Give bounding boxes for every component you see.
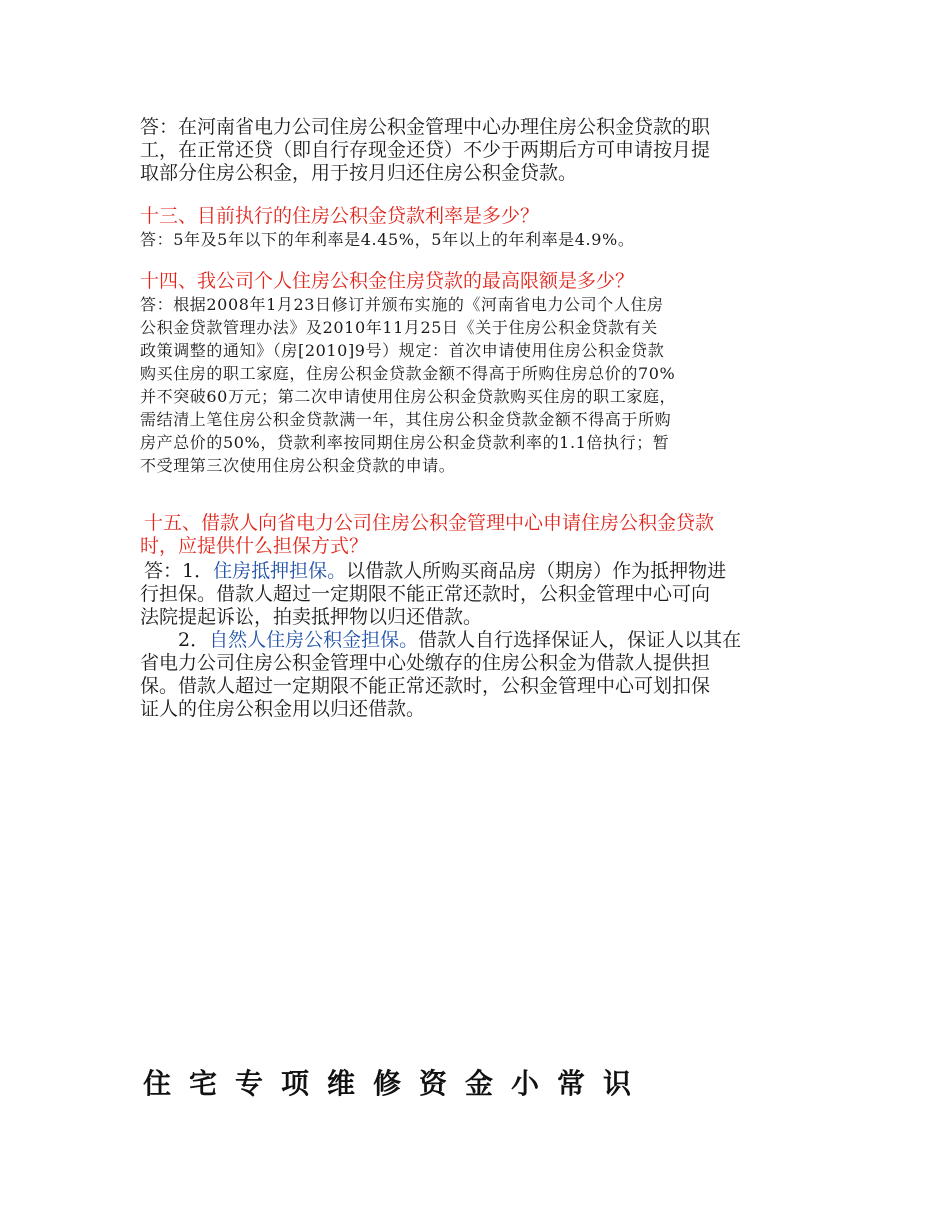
answer-12-line-2: 工，在正常还贷（即自行存现金还贷）不少于两期后方可申请按月提	[140, 139, 711, 161]
question-15-title-line-1: 十五、借款人向省电力公司住房公积金管理中心申请住房公积金贷款	[144, 512, 715, 534]
answer-14-line-7: 房产总价的50%，贷款利率按同期住房公积金贷款利率的1.1倍执行；暂	[140, 433, 670, 452]
option-2-text: 借款人自行选择保证人，保证人以其在	[418, 629, 742, 651]
answer-12	[140, 116, 820, 185]
section-heading: 住宅专项维修资金小常识	[143, 1067, 650, 1100]
question-15-block	[140, 512, 820, 721]
answer-13: 答：5年及5年以下的年利率是4.45%，5年以上的年利率是4.9%。	[140, 230, 635, 249]
answer-12-line-1: 答：在河南省电力公司住房公积金管理中心办理住房公积金贷款的职	[140, 116, 711, 138]
option-2-line-2: 省电力公司住房公积金管理中心处缴存的住房公积金为借款人提供担	[140, 652, 711, 674]
question-13-title: 十三、目前执行的住房公积金贷款利率是多少？	[140, 205, 540, 227]
answer-14-line-1: 答：根据2008年1月23日修订并颁布实施的《河南省电力公司个人住房	[140, 295, 664, 314]
answer-12-line-3: 取部分住房公积金，用于按月归还住房公积金贷款。	[140, 162, 578, 184]
answer-14-line-4: 购买住房的职工家庭，住房公积金贷款金额不得高于所购住房总价的70%	[140, 364, 676, 383]
answer-14-line-6: 需结清上笔住房公积金贷款满一年，其住房公积金贷款金额不得高于所购	[140, 410, 672, 429]
option-2-prefix: 2．	[178, 629, 210, 651]
option-2-title: 自然人住房公积金担保。	[209, 629, 419, 651]
question-13-block	[140, 205, 820, 251]
option-2-first-line	[140, 629, 820, 652]
option-1-first-line	[140, 560, 820, 583]
question-15-title-line-2: 时，应提供什么担保方式？	[140, 535, 369, 557]
option-1-line-3: 法院提起诉讼，拍卖抵押物以归还借款。	[140, 606, 483, 628]
option-1-title: 住房抵押担保。	[213, 560, 347, 582]
answer-14-line-3: 政策调整的通知》（房[2010]9号）规定：首次申请使用住房公积金贷款	[140, 341, 665, 360]
answer-14-line-5: 并不突破60万元；第二次申请使用住房公积金贷款购买住房的职工家庭，	[140, 387, 677, 406]
option-1-text: 以借款人所购买商品房（期房）作为抵押物进	[346, 560, 727, 582]
option-1-line-2: 行担保。借款人超过一定期限不能正常还款时，公积金管理中心可向	[140, 583, 711, 605]
option-1-prefix: 答：1．	[144, 560, 214, 582]
option-2-line-4: 证人的住房公积金用以归还借款。	[140, 698, 426, 720]
question-14-block	[140, 270, 820, 477]
answer-14-line-8: 不受理第三次使用住房公积金贷款的申请。	[140, 456, 456, 475]
question-14-title: 十四、我公司个人住房公积金住房贷款的最高限额是多少？	[140, 270, 635, 292]
answer-14-line-2: 公积金贷款管理办法》及2010年11月25日《关于住房公积金贷款有关	[140, 318, 658, 337]
option-2-line-3: 保。借款人超过一定期限不能正常还款时，公积金管理中心可划扣保	[140, 675, 711, 697]
